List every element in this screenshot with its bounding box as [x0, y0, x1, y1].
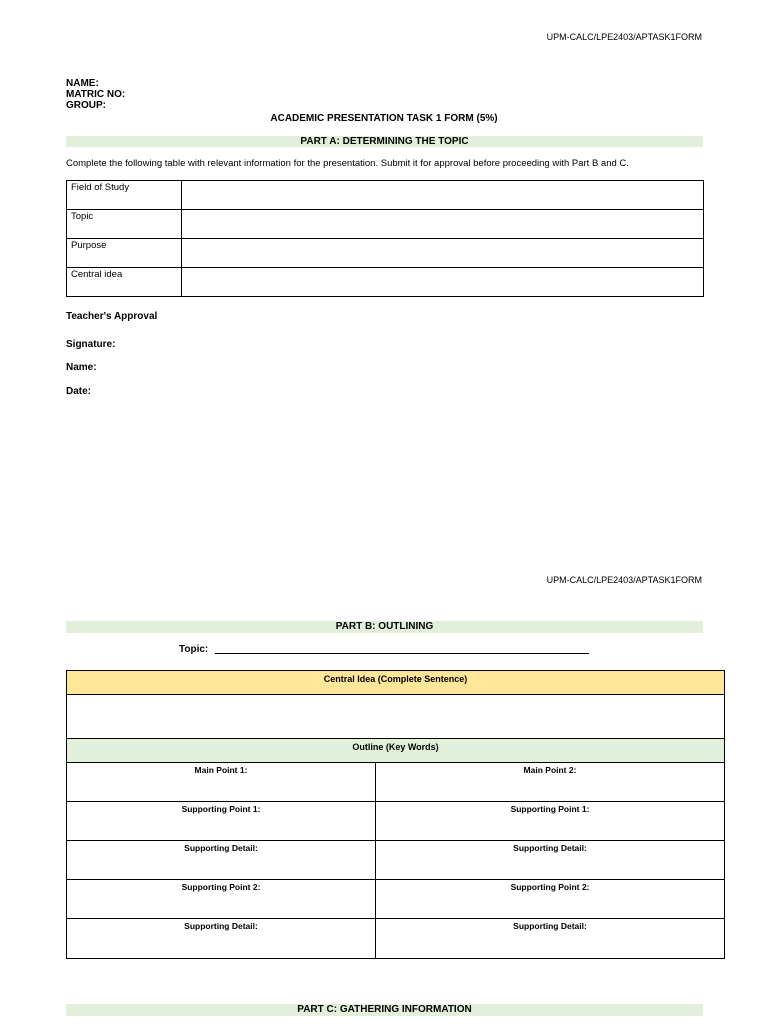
student-fields: [66, 78, 125, 111]
central-idea-header: Central Idea (Complete Sentence): [67, 671, 724, 695]
main-point-2-cell[interactable]: Main Point 2:: [376, 763, 724, 802]
document-code: UPM-CALC/LPE2403/APTASK1FORM: [546, 575, 702, 585]
right-supporting-detail-2-cell[interactable]: Supporting Detail:: [513, 921, 587, 931]
outline-header: Outline (Key Words): [67, 739, 724, 763]
instruction-text: Complete the following table with relevant information for the presentation. Submit it for approval before proceeding with Part B and C.: [66, 158, 629, 169]
approval-date-label: Date:: [66, 386, 92, 397]
central-idea-input[interactable]: [67, 695, 724, 739]
topic-table: [66, 180, 704, 297]
matric-no-field-label: MATRIC NO:: [66, 89, 126, 100]
left-supporting-detail-1-cell[interactable]: Supporting Detail:: [67, 841, 376, 880]
part-c-heading: PART C: GATHERING INFORMATION: [66, 1004, 703, 1016]
table-row: [67, 239, 704, 268]
document-code: UPM-CALC/LPE2403/APTASK1FORM: [546, 32, 702, 42]
purpose-label: Purpose: [67, 239, 182, 268]
central-idea-label: Central idea: [67, 268, 182, 297]
outline-table: [66, 670, 725, 959]
central-idea-value[interactable]: [182, 268, 704, 297]
name-field-label: NAME:: [66, 78, 99, 89]
field-of-study-value[interactable]: [182, 181, 704, 210]
right-supporting-detail-1-cell[interactable]: Supporting Detail:: [376, 841, 724, 880]
left-supporting-point-2-cell[interactable]: Supporting Point 2:: [67, 880, 376, 919]
field-of-study-label: Field of Study: [67, 181, 182, 210]
outline-topic-label: Topic:: [179, 644, 209, 655]
table-row: [67, 268, 704, 297]
right-supporting-point-2-cell[interactable]: Supporting Point 2:: [376, 880, 724, 919]
left-supporting-detail-2-cell[interactable]: Supporting Detail:: [67, 919, 376, 958]
part-a-heading: PART A: DETERMINING THE TOPIC: [66, 136, 703, 147]
part-b-heading: PART B: OUTLINING: [66, 621, 703, 633]
main-point-1-cell[interactable]: Main Point 1:: [67, 763, 376, 802]
table-row: [67, 210, 704, 239]
table-row: [67, 181, 704, 210]
approver-name-label: Name:: [66, 362, 97, 373]
purpose-value[interactable]: [182, 239, 704, 268]
group-field-label: GROUP:: [66, 100, 106, 111]
left-supporting-point-1-cell[interactable]: Supporting Point 1:: [67, 802, 376, 841]
approval-heading: Teacher's Approval: [66, 311, 158, 322]
form-title: ACADEMIC PRESENTATION TASK 1 FORM (5%): [270, 113, 498, 124]
outline-topic-line[interactable]: [215, 653, 589, 654]
outline-grid: [67, 763, 724, 958]
signature-label: Signature:: [66, 339, 116, 350]
right-supporting-point-1-cell[interactable]: Supporting Point 1:: [376, 802, 724, 841]
topic-value[interactable]: [182, 210, 704, 239]
topic-label: Topic: [67, 210, 182, 239]
